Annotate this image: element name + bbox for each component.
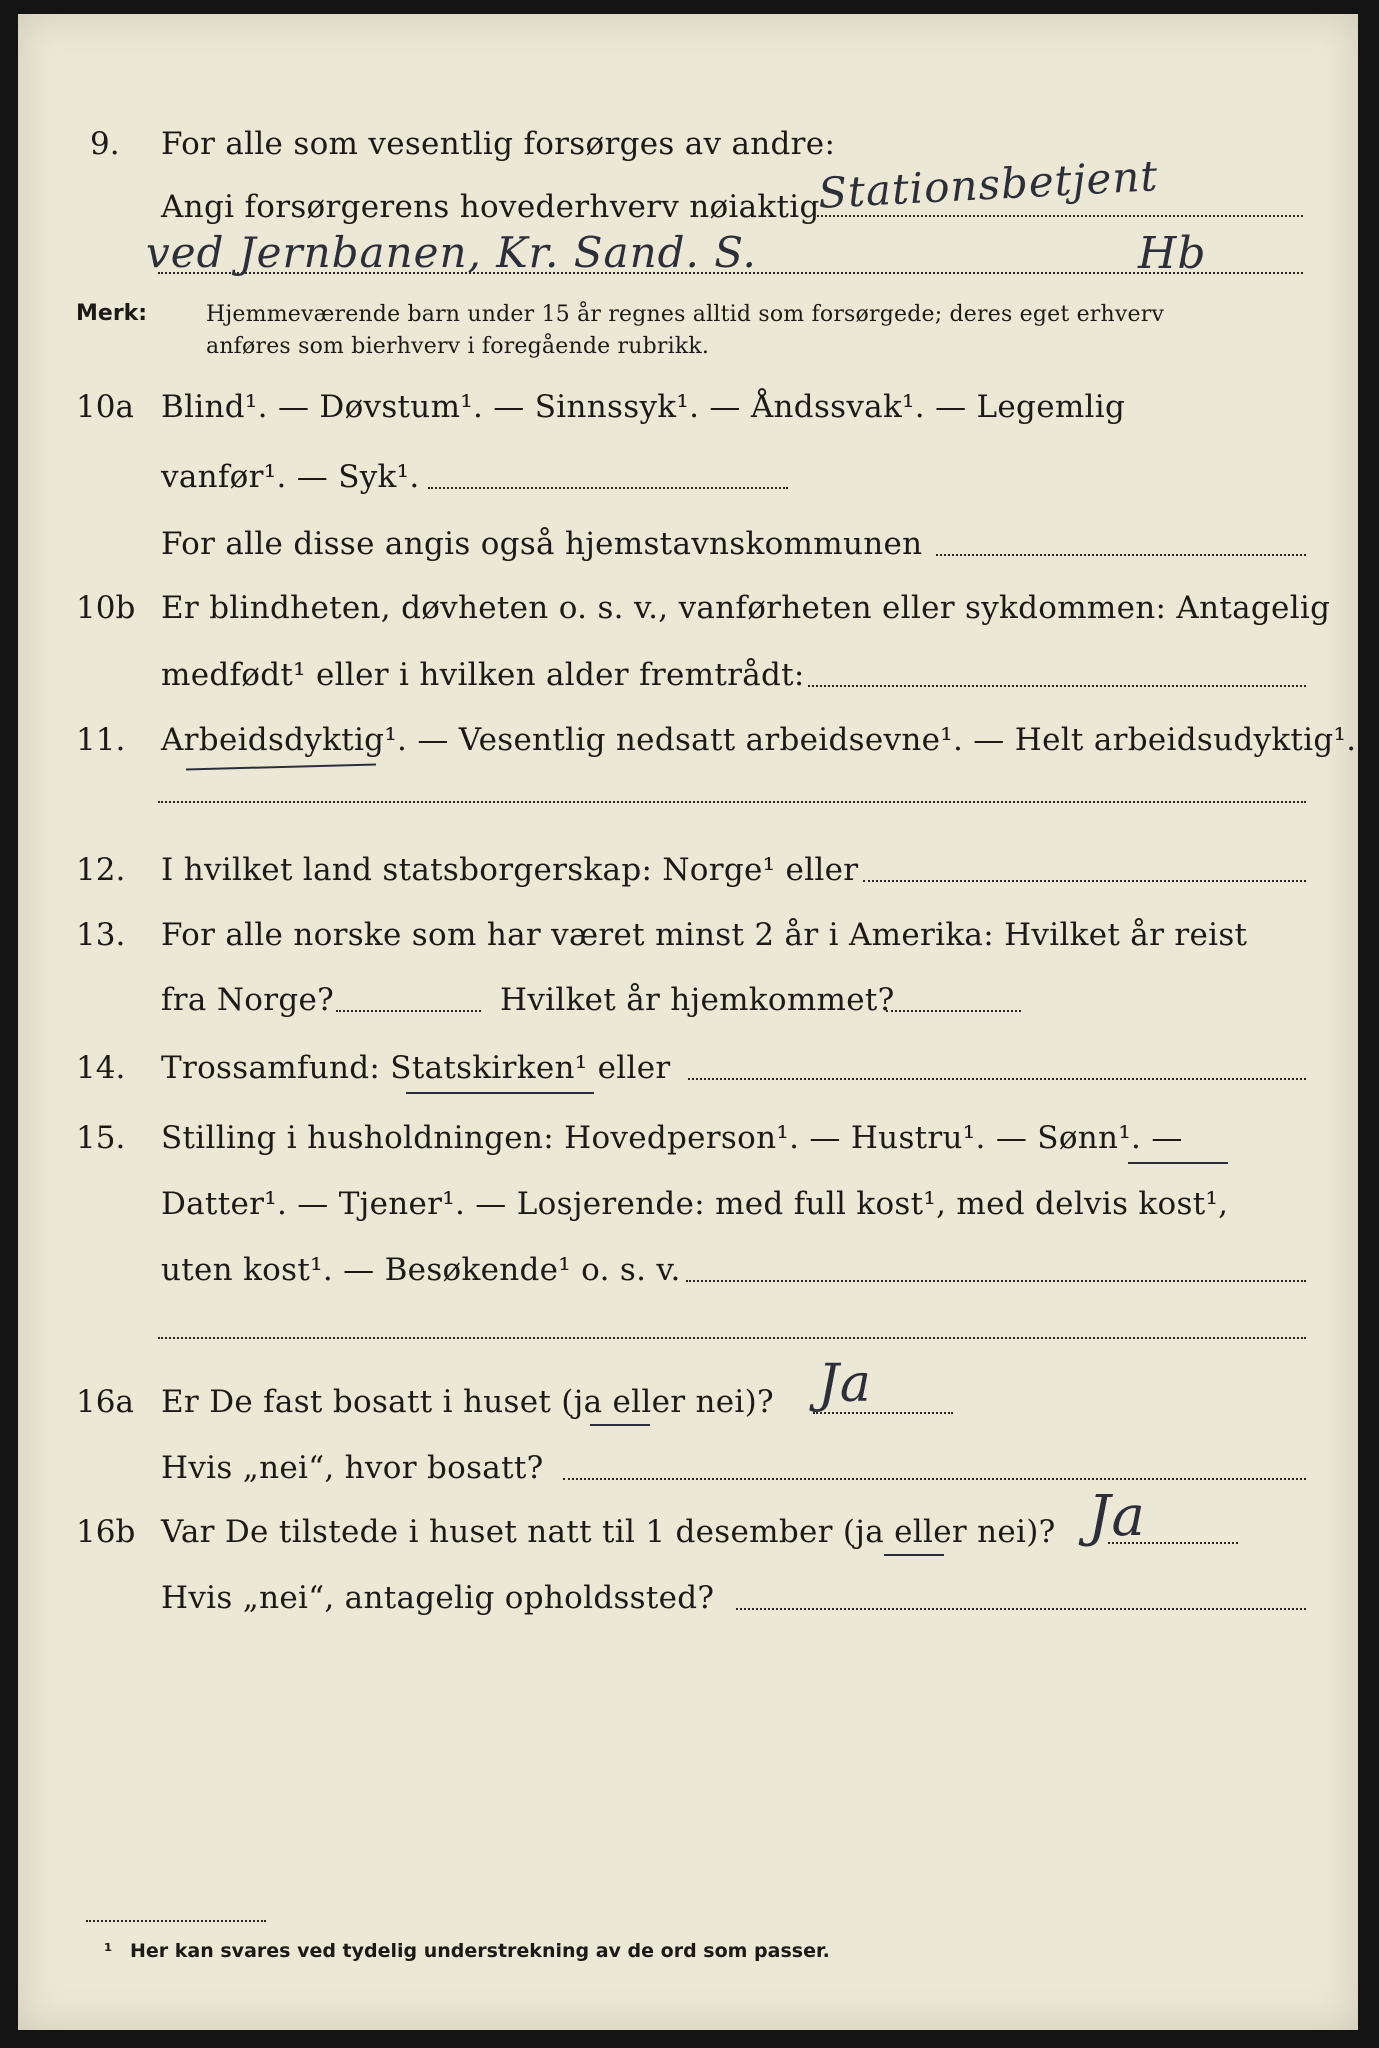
q16b-answer-line2 (736, 1608, 1306, 1610)
q10a-line2: vanfør¹. — Syk¹. (161, 459, 420, 495)
q13-number: 13. (76, 917, 126, 953)
q16b-handwritten-underline (884, 1554, 944, 1556)
q14-number: 14. (76, 1050, 126, 1086)
merk-line2: anføres som bierhverv i foregående rubrikk. (206, 334, 710, 359)
merk-line1: Hjemmeværende barn under 15 år regnes alltid som forsørgede; deres eget erhverv (206, 302, 1165, 327)
q13-line1: For alle norske som har været minst 2 år i Amerika: Hvilket år reist (161, 917, 1248, 953)
q13-answer-line2 (886, 1010, 1021, 1012)
q9-handwritten-employer: ved Jernbanen, Kr. Sand. S. (146, 228, 757, 277)
q11-line1: Arbeidsdyktig¹. — Vesentlig nedsatt arbeidsevne¹. — Helt arbeidsudyktig¹. (161, 722, 1357, 758)
footnote-text: Her kan svares ved tydelig understrekning av de ord som passer. (130, 1940, 830, 1962)
q10b-line2: medfødt¹ eller i hvilken alder fremtrådt: (161, 657, 805, 693)
q16b-number: 16b (76, 1514, 136, 1550)
q16a-number: 16a (76, 1384, 134, 1420)
q10a-line3: For alle disse angis også hjemstavnskommunen (161, 526, 923, 562)
q10a-answer-line2 (936, 554, 1306, 556)
q12-number: 12. (76, 852, 126, 888)
q16a-line1: Er De fast bosatt i huset (ja eller nei)? (161, 1384, 774, 1420)
q13-line2a: fra Norge? (161, 982, 335, 1018)
q9-answer-line1 (813, 215, 1303, 217)
q10b-answer-line (808, 685, 1306, 687)
footnote-mark: ¹ (104, 1940, 113, 1962)
q15-line1: Stilling i husholdningen: Hovedperson¹. — Hustru¹. — Sønn¹. — (161, 1120, 1183, 1156)
q9-line2: Angi forsørgerens hovederhverv nøiaktig (161, 189, 820, 225)
q10b-number: 10b (76, 590, 136, 626)
q11-handwritten-underline (186, 764, 376, 771)
census-form-page (18, 14, 1358, 2030)
q11-number: 11. (76, 722, 126, 758)
q15-answer-line2 (158, 1337, 1306, 1339)
merk-label: Merk: (76, 301, 148, 326)
q16b-line1: Var De tilstede i huset natt til 1 desember (ja eller nei)? (161, 1514, 1056, 1550)
q14-answer-line (688, 1078, 1306, 1080)
q13-line2b: Hvilket år hjemkommet? (500, 982, 895, 1018)
q15-line3: uten kost¹. — Besøkende¹ o. s. v. (161, 1252, 681, 1288)
q9-handwritten-mark: Hb (1138, 228, 1207, 279)
footnote-rule (86, 1920, 266, 1922)
q16b-line2: Hvis „nei“, antagelig opholdssted? (161, 1580, 715, 1616)
q16a-answer-line2 (563, 1478, 1306, 1480)
q16a-line2: Hvis „nei“, hvor bosatt? (161, 1450, 544, 1486)
q15-answer-line1 (686, 1280, 1306, 1282)
q16a-handwritten-underline (590, 1424, 650, 1426)
q12-line1: I hvilket land statsborgerskap: Norge¹ eller (161, 852, 859, 888)
q10b-line1: Er blindheten, døvheten o. s. v., vanførheten eller sykdommen: Antagelig (161, 590, 1331, 626)
q13-answer-line1 (336, 1010, 481, 1012)
q10a-answer-line1 (428, 487, 788, 489)
q12-answer-line (863, 880, 1306, 882)
q16a-handwritten-answer: Ja (818, 1354, 872, 1414)
q9-handwritten-occupation: Stationsbetjent (816, 151, 1160, 218)
q10a-line1: Blind¹. — Døvstum¹. — Sinnssyk¹. — Åndssvak¹. — Legemlig (161, 389, 1126, 425)
q15-line2: Datter¹. — Tjener¹. — Losjerende: med full kost¹, med delvis kost¹, (161, 1186, 1229, 1222)
q16b-handwritten-answer: Ja (1088, 1484, 1146, 1549)
q14-handwritten-underline (406, 1092, 594, 1094)
q10a-number: 10a (76, 389, 134, 425)
q9-number: 9. (90, 126, 120, 162)
q15-handwritten-underline (1128, 1162, 1228, 1164)
q9-line1: For alle som vesentlig forsørges av andre: (161, 126, 836, 162)
q11-answer-line (158, 801, 1306, 803)
q15-number: 15. (76, 1120, 126, 1156)
q14-line1: Trossamfund: Statskirken¹ eller (161, 1050, 671, 1086)
